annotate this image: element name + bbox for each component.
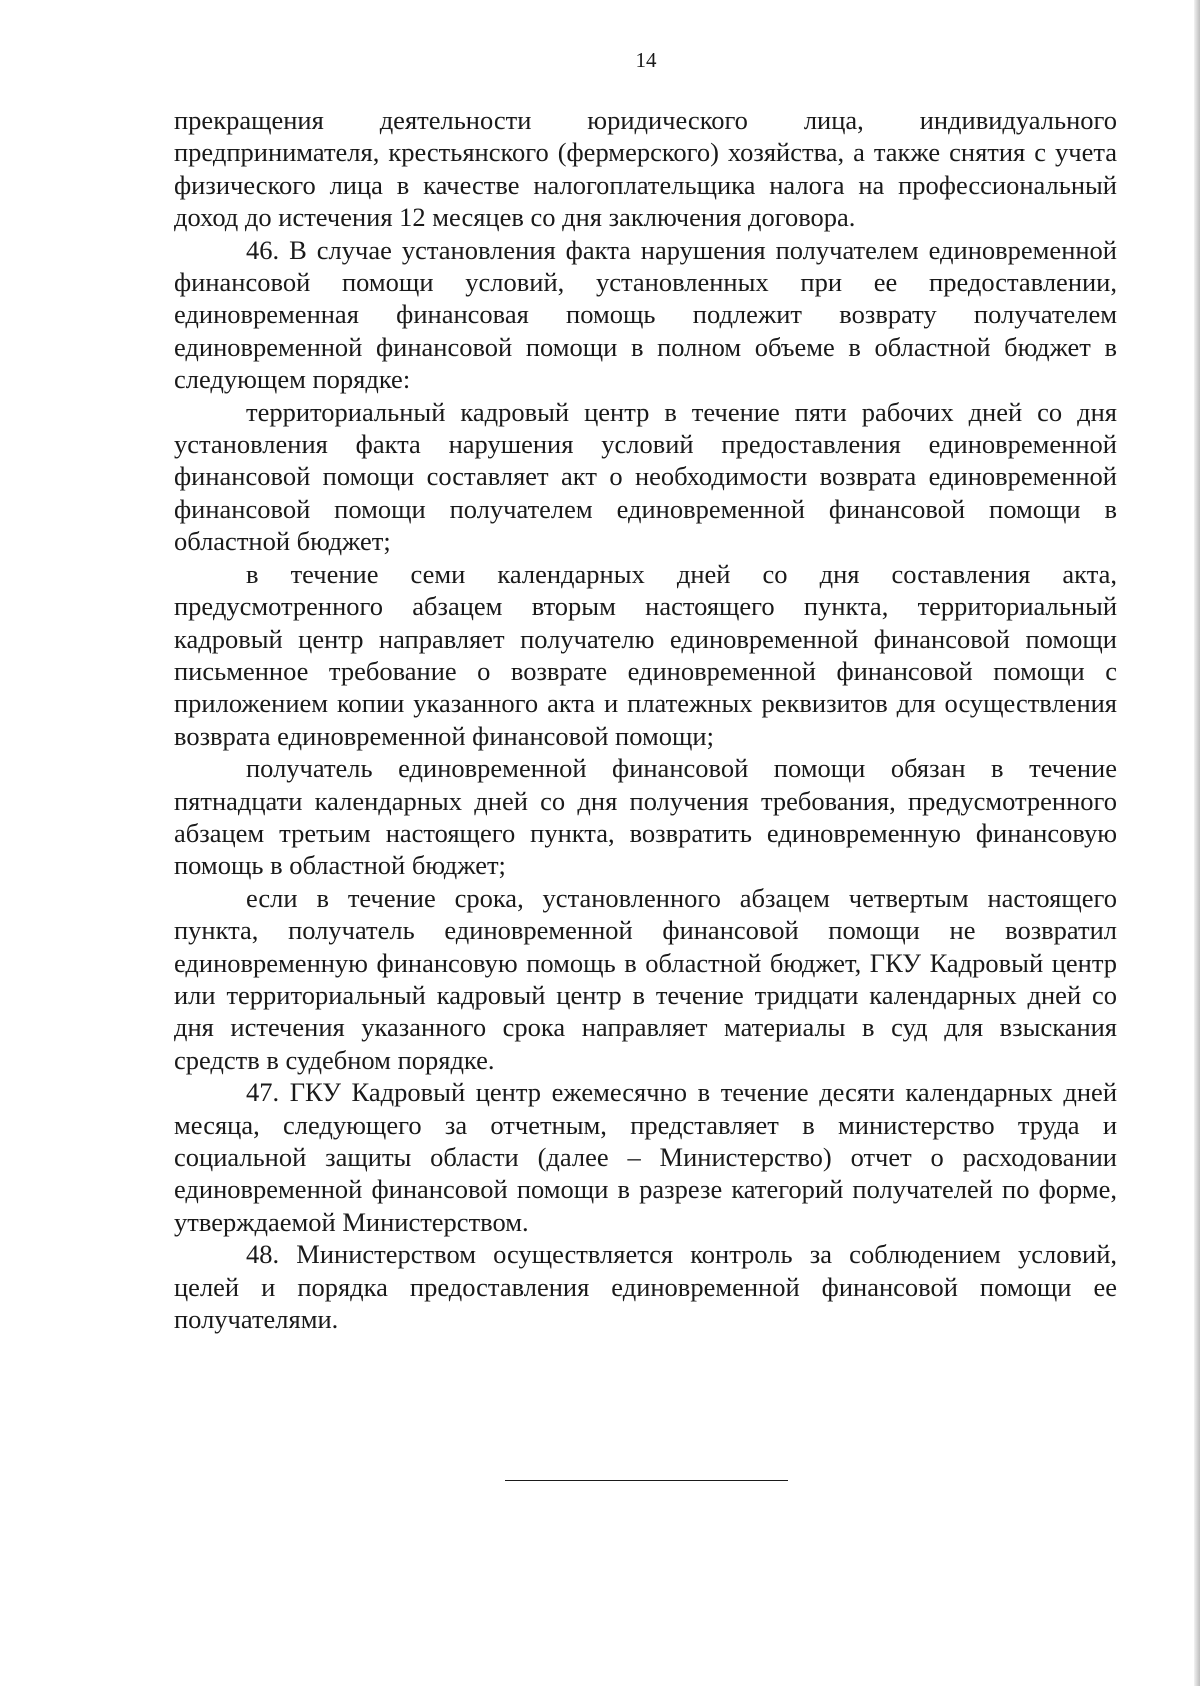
- document-body: [174, 104, 1117, 1335]
- paragraph-46-subparagraph-1: территориальный кадровый центр в течение пяти рабочих дней со дня установления факта нарушения условий предоставления единовременной финансовой помощи составляет акт о необходимости возврата единовременной финансовой помощи получателем единовременной финансовой помощи в областной бюджет;: [174, 396, 1117, 557]
- paragraph-46: 46. В случае установления факта нарушения получателем единовременной финансовой помощи условий, установленных при ее предоставлении, единовременная финансовая помощь подлежит возврату получателем единовременной финансовой помощи в полном объеме в областной бюджет в следующем порядке:: [174, 234, 1117, 395]
- paragraph-continuation: прекращения деятельности юридического лица, индивидуального предпринимателя, крестьянского (фермерского) хозяйства, а также снятия с учета физического лица в качестве налогоплательщика налога на профессиональный доход до истечения 12 месяцев со дня заключения договора.: [174, 105, 1117, 233]
- page-number: 14: [635, 48, 657, 72]
- paragraph-46-subparagraph-2: в течение семи календарных дней со дня составления акта, предусмотренного абзацем вторым настоящего пункта, территориальный кадровый центр направляет получателю единовременной финансовой помощи письменное требование о возврате единовременной финансовой помощи с приложением копии указанного акта и платежных реквизитов для осуществления возврата единовременной финансовой помощи;: [174, 558, 1117, 751]
- paragraph-46-subparagraph-3: получатель единовременной финансовой помощи обязан в течение пятнадцати календарных дней со дня получения требования, предусмотренного абзацем третьим настоящего пункта, возвратить единовременную финансовую помощь в областной бюджет;: [174, 753, 1117, 881]
- end-of-document-rule: [505, 1480, 788, 1481]
- paragraph-47: 47. ГКУ Кадровый центр ежемесячно в течение десяти календарных дней месяца, следующего за отчетным, представляет в министерство труда и социальной защиты области (далее – Министерство) отчет о расходовании единовременной финансовой помощи в разрезе категорий получателей по форме, утверждаемой Министерством.: [174, 1077, 1117, 1237]
- paragraph-48: 48. Министерством осуществляется контроль за соблюдением условий, целей и порядка предоставления единовременной финансовой помощи ее получателями.: [174, 1239, 1117, 1335]
- paragraph-46-subparagraph-4: если в течение срока, установленного абзацем четвертым настоящего пункта, получатель единовременной финансовой помощи не возвратил единовременную финансовую помощь в областной бюджет, ГКУ Кадровый центр или территориальный кадровый центр в течение тридцати календарных дней со дня истечения указанного срока направляет материалы в суд для взыскания средств в судебном порядке.: [174, 882, 1117, 1075]
- scan-edge-shadow: [1194, 0, 1200, 1686]
